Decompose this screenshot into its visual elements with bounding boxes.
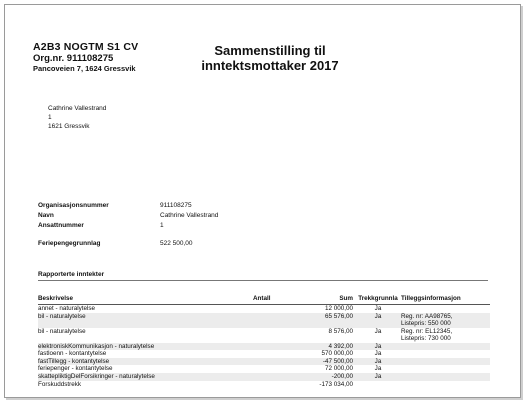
row-sum: 4 392,00 (328, 342, 353, 350)
row-description: Forskuddstrekk (38, 380, 82, 388)
row-withholding-basis: Ja (374, 327, 382, 335)
table-row (38, 381, 490, 389)
employee-number-value: 1 (160, 222, 164, 229)
row-withholding-basis: Ja (374, 365, 382, 373)
row-sum: -47 500,00 (322, 357, 353, 365)
row-sum: -173 034,00 (319, 380, 353, 388)
info-line-2: Listepris: 550 000 (401, 320, 451, 327)
name-value: Cathrine Vallestrand (160, 212, 219, 219)
row-description: fastTillegg - kontantytelse (38, 357, 110, 365)
row-sum: 570 000,00 (321, 350, 353, 358)
row-sum: 8 576,00 (328, 327, 353, 335)
row-sum: 72 000,00 (324, 365, 353, 373)
table-row (38, 373, 490, 381)
row-withholding-basis: Ja (374, 357, 382, 365)
table-header (38, 295, 490, 305)
header-additional-info: Tilleggsinformasjon (401, 295, 461, 302)
row-additional-info (401, 313, 452, 328)
section-divider (38, 280, 488, 281)
holiday-pay-basis-label: Feriepengegrunnlag (38, 240, 101, 247)
row-sum: 65 576,00 (324, 312, 353, 320)
header-sum: Sum (339, 295, 353, 302)
row-sum: -200,00 (331, 372, 353, 380)
income-table (38, 295, 490, 388)
info-line-1: Reg. nr: AA98765, (401, 312, 453, 320)
table-row (38, 305, 490, 313)
row-withholding-basis: Ja (374, 312, 382, 320)
row-description: bil - naturalytelse (38, 312, 86, 320)
holiday-pay-basis-value: 522 500,00 (160, 240, 193, 247)
name-label: Navn (38, 212, 54, 219)
sender-name: A2B3 NOGTM S1 CV (33, 41, 139, 53)
row-description: annet - naturalytelse (38, 305, 96, 312)
row-withholding-basis: Ja (374, 342, 382, 350)
org-number-label: Organisasjonsnummer (38, 202, 109, 209)
info-line-2: Listepris: 730 000 (401, 335, 451, 342)
recipient-name: Cathrine Vallestrand (48, 105, 107, 112)
table-row (38, 328, 490, 343)
row-description: fastloenn - kontantytelse (38, 350, 107, 358)
row-additional-info (401, 328, 452, 343)
header-withholding-basis: Trekkgrunnla (358, 295, 398, 302)
row-description: bil - naturalytelse (38, 327, 86, 335)
org-number-value: 911108275 (160, 202, 192, 209)
table-row (38, 365, 490, 373)
table-body (38, 305, 490, 388)
recipient-postal: 1621 Gressvik (48, 123, 90, 130)
document-page (4, 4, 521, 398)
row-description: elektroniskKommunikasjon - naturalytelse (38, 342, 155, 350)
row-sum: 12 000,00 (324, 305, 353, 312)
document-title: Sammenstilling til inntektsmottaker 2017 (201, 43, 339, 73)
row-description: skattepliktigDelForsikringer - naturalytelse (38, 372, 155, 380)
header-description: Beskrivelse (38, 295, 74, 302)
table-row (38, 313, 490, 328)
recipient-line2: 1 (48, 114, 52, 121)
sender-org-number: Org.nr. 911108275 (33, 53, 114, 64)
row-description: feriepenger - kontantytelse (38, 365, 113, 373)
row-withholding-basis: Ja (374, 305, 382, 312)
table-row (38, 343, 490, 351)
table-row (38, 358, 490, 366)
table-row (38, 350, 490, 358)
header-quantity: Antall (253, 295, 271, 302)
row-withholding-basis: Ja (374, 372, 382, 380)
info-line-1: Reg. nr: EL12345, (401, 327, 453, 335)
sender-address: Pancoveien 7, 1624 Gressvik (33, 64, 136, 73)
section-title: Rapporterte inntekter (38, 271, 105, 278)
employee-number-label: Ansattnummer (38, 222, 84, 229)
row-withholding-basis: Ja (374, 350, 382, 358)
